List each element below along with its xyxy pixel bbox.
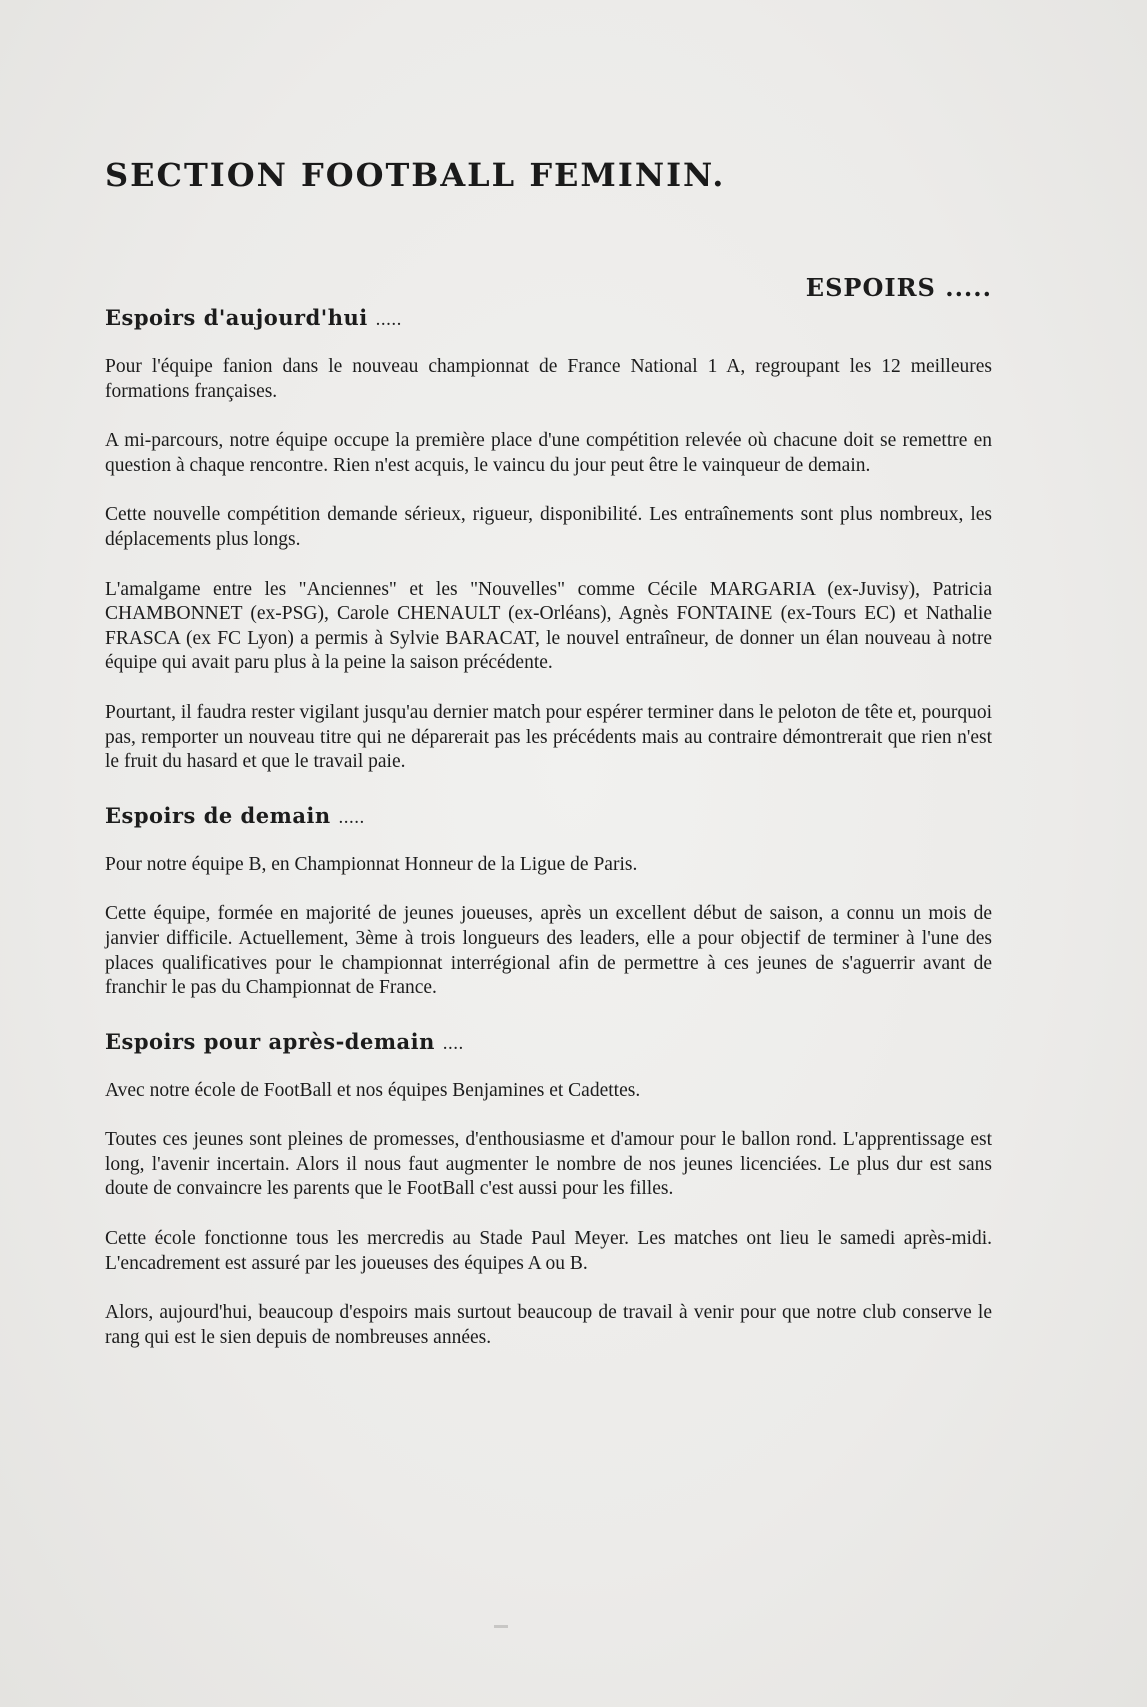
section-title (105, 1027, 992, 1059)
paragraph: A mi-parcours, notre équipe occupe la première place d'une compétition relevée où chacune doit se remettre en question à chaque rencontre. Rien n'est acquis, le vaincu du jour peut être le vainqueur de demain. (105, 430, 992, 476)
section-title-dots: .... (442, 1032, 464, 1054)
section-heading: ESPOIRS ..... (805, 273, 992, 302)
section-title-dots: ..... (375, 309, 402, 330)
section-title-text: Espoirs d'aujourd'hui (105, 305, 368, 330)
section-today (105, 303, 992, 775)
paragraph: Avec notre école de FootBall et nos équipes Benjamines et Cadettes. (105, 1079, 641, 1101)
paragraph: Pour notre équipe B, en Championnat Honneur de la Ligue de Paris. (105, 853, 638, 875)
paragraph: L'amalgame entre les "Anciennes" et les "Nouvelles" comme Cécile MARGARIA (ex-Juvisy), Patricia CHAMBONNET (ex-PSG), Carole CHENAULT (ex-Orléans), Agnès FONTAINE (ex-Tours EC) et Nathalie FRASCA (ex FC Lyon) a permis à Sylvie BARACAT, le nouvel entraîneur, de donner un élan nouveau à notre équipe qui avait paru plus à la peine la saison précédente. (105, 578, 992, 674)
section-title (105, 801, 992, 833)
document-body (105, 150, 992, 1350)
section-title-text: Espoirs pour après-demain (105, 1028, 435, 1054)
page-title: SECTION FOOTBALL FEMININ. (105, 156, 726, 194)
section-title-text: Espoirs de demain (105, 802, 331, 828)
paragraph: Pour l'équipe fanion dans le nouveau championnat de France National 1 A, regroupant les 12 meilleures formations françaises. (105, 356, 992, 402)
paragraph: Cette nouvelle compétition demande sérieux, rigueur, disponibilité. Les entraînements sont plus nombreux, les déplacements plus longs. (105, 504, 992, 550)
paragraph: Alors, aujourd'hui, beaucoup d'espoirs mais surtout beaucoup de travail à venir pour que notre club conserve le rang qui est le sien depuis de nombreuses années. (105, 1302, 992, 1348)
section-tomorrow (105, 801, 992, 1001)
paragraph: Pourtant, il faudra rester vigilant jusqu'au dernier match pour espérer terminer dans le peloton de tête et, pourquoi pas, remporter un nouveau titre qui ne déparerait pas les précédents mais au contraire démontrerait que rien n'est le fruit du hasard et que le travail paie. (105, 701, 992, 773)
scan-mark (494, 1625, 508, 1628)
paragraph: Cette équipe, formée en majorité de jeunes joueuses, après un excellent début de saison, a connu un mois de janvier difficile. Actuellement, 3ème à trois longueurs des leaders, elle a pour objectif de terminer à l'une des places qualificatives pour le championnat interrégional afin de permettre à ces jeunes de s'aguerrir avant de franchir le pas du Championnat de France. (105, 903, 992, 999)
paragraph: Toutes ces jeunes sont pleines de promesses, d'enthousiasme et d'amour pour le ballon rond. L'apprentissage est long, l'avenir incertain. Alors il nous faut augmenter le nombre de nos jeunes licenciées. Le plus dur est sans doute de convaincre les parents que le FootBall c'est aussi pour les filles. (105, 1129, 992, 1200)
section-title-dots: ..... (338, 806, 365, 828)
paragraph: Cette école fonctionne tous les mercredis au Stade Paul Meyer. Les matches ont lieu le samedi après-midi. L'encadrement est assuré par les joueuses des équipes A ou B. (105, 1228, 992, 1274)
section-after-tomorrow (105, 1027, 992, 1351)
section-title (105, 303, 992, 335)
